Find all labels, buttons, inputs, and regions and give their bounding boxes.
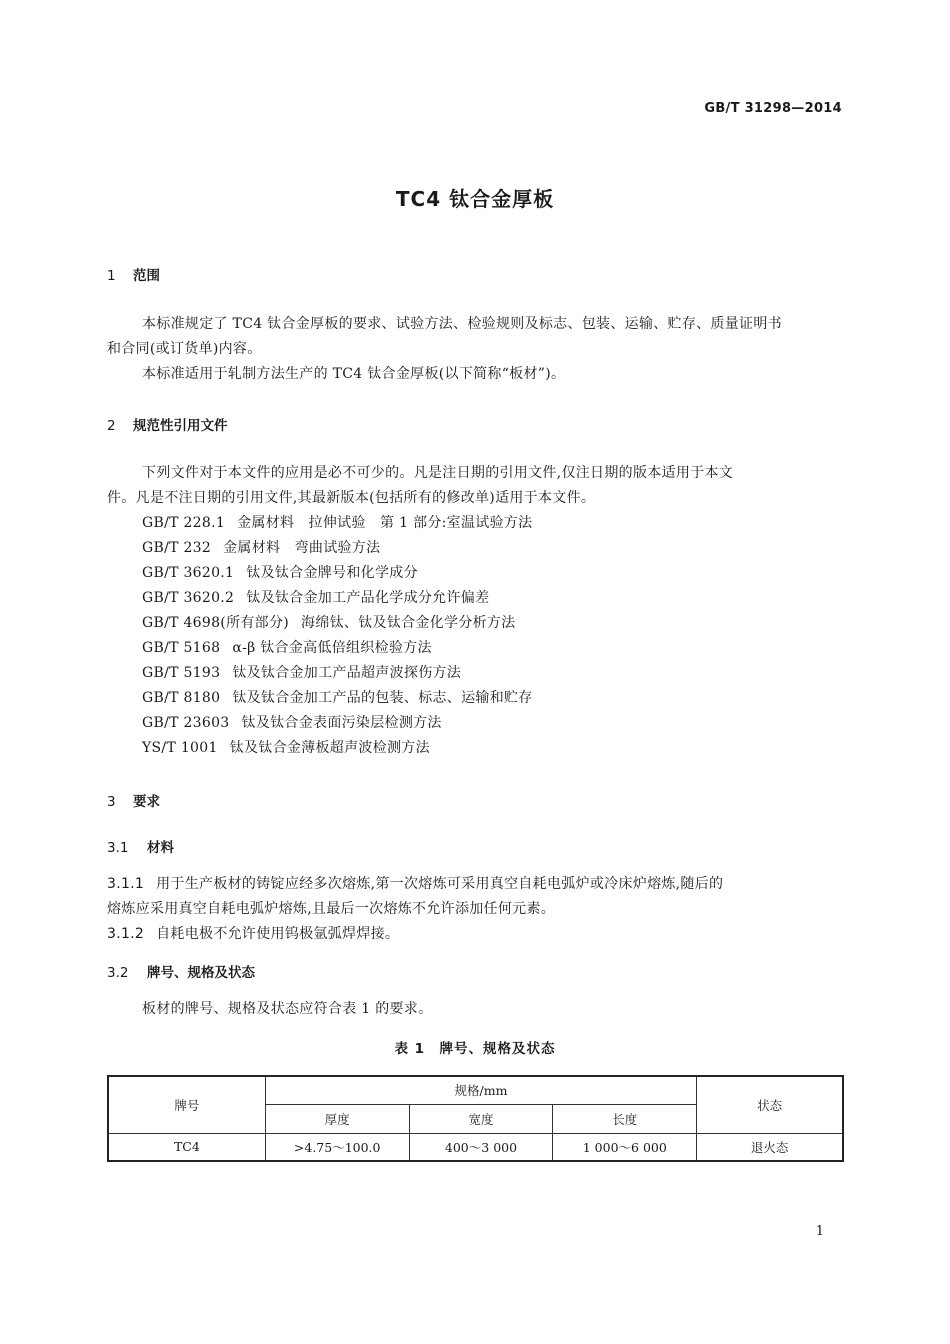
reference-code: GB/T 8180 [142,690,221,706]
reference-title: 金属材料 弯曲试验方法 [223,540,381,556]
reference-title: 钛及钛合金加工产品化学成分允许偏差 [246,590,490,606]
section-3-2-heading [107,961,255,981]
reference-code: GB/T 3620.2 [142,590,235,606]
section-3-heading [107,790,160,810]
page-number: 1 [815,1224,824,1239]
reference-title: 金属材料 拉伸试验 第 1 部分:室温试验方法 [237,515,533,531]
cell-width: 400～3 000 [409,1133,553,1161]
reference-item [142,662,461,682]
section-title: 要求 [133,794,160,810]
reference-item [142,512,533,532]
reference-code: GB/T 228.1 [142,515,226,531]
reference-title: 钛及钛合金加工产品超声波探伤方法 [232,665,462,681]
clause-3-1-2 [107,923,399,943]
header-thickness: 厚度 [265,1104,409,1133]
reference-code: GB/T 4698(所有部分) [142,615,290,631]
clause-number: 3.1.1 [107,876,145,892]
section-title: 牌号、规格及状态 [147,965,255,981]
clause-3-1-1-line1 [107,873,723,893]
references-intro-line2: 件。凡是不注日期的引用文件,其最新版本(包括所有的修改单)适用于本文件。 [107,490,596,506]
table-row [108,1133,843,1161]
reference-item [142,687,533,707]
clause-3-1-1-line2: 熔炼应采用真空自耗电弧炉熔炼,且最后一次熔炼不允许添加任何元素。 [107,901,556,917]
reference-item [142,537,380,557]
section-number: 2 [107,418,116,434]
reference-title: α-β 钛合金高低倍组织检验方法 [232,640,432,656]
references-intro-line1: 下列文件对于本文件的应用是必不可少的。凡是注日期的引用文件,仅注日期的版本适用于本文 [142,465,734,481]
reference-code: GB/T 232 [142,540,212,556]
reference-title: 钛及钛合金表面污染层检测方法 [241,715,442,731]
reference-code: GB/T 3620.1 [142,565,235,581]
table-caption: 表 1 牌号、规格及状态 [394,1041,556,1057]
header-spec-group: 规格/mm [265,1076,696,1104]
reference-title: 钛及钛合金加工产品的包装、标志、运输和贮存 [232,690,533,706]
section-1-heading [107,264,160,284]
clause-text: 用于生产板材的铸锭应经多次熔炼,第一次熔炼可采用真空自耗电弧炉或冷床炉熔炼,随后的 [156,876,724,892]
cell-length: 1 000～6 000 [553,1133,697,1161]
cell-state: 退火态 [697,1133,843,1161]
header-width: 宽度 [409,1104,553,1133]
section-number: 3.1 [107,840,129,856]
scope-para2: 本标准适用于轧制方法生产的 TC4 钛合金厚板(以下简称“板材”)。 [142,366,566,382]
reference-code: YS/T 1001 [142,740,218,756]
clause-text: 自耗电极不允许使用钨极氩弧焊焊接。 [156,926,400,942]
header-grade: 牌号 [108,1076,265,1133]
scope-para1-line1: 本标准规定了 TC4 钛合金厚板的要求、试验方法、检验规则及标志、包装、运输、贮存、质量证明书 [142,316,782,332]
header-state: 状态 [697,1076,843,1133]
section-title: 规范性引用文件 [133,418,228,434]
cell-grade: TC4 [108,1133,265,1161]
reference-code: GB/T 5193 [142,665,221,681]
standard-code: GB/T 31298—2014 [704,101,842,116]
reference-title: 钛及钛合金牌号和化学成分 [246,565,418,581]
reference-item [142,612,516,632]
reference-item [142,562,418,582]
section-title: 材料 [147,840,174,856]
scope-para1-line2: 和合同(或订货单)内容。 [107,341,262,357]
header-length: 长度 [553,1104,697,1133]
section-number: 3 [107,794,116,810]
clause-number: 3.1.2 [107,926,145,942]
clause-3-2-text: 板材的牌号、规格及状态应符合表 1 的要求。 [142,1001,433,1017]
reference-title: 海绵钛、钛及钛合金化学分析方法 [301,615,516,631]
section-number: 1 [107,268,116,284]
reference-code: GB/T 5168 [142,640,221,656]
section-2-heading [107,414,228,434]
cell-thickness: >4.75～100.0 [265,1133,409,1161]
document-title: TC4 钛合金厚板 [395,187,555,211]
reference-item [142,737,430,757]
spec-table [107,1075,844,1162]
section-number: 3.2 [107,965,129,981]
reference-item [142,587,489,607]
section-title: 范围 [133,268,160,284]
reference-item [142,637,432,657]
reference-code: GB/T 23603 [142,715,230,731]
reference-item [142,712,442,732]
section-3-1-heading [107,836,174,856]
reference-title: 钛及钛合金薄板超声波检测方法 [229,740,430,756]
